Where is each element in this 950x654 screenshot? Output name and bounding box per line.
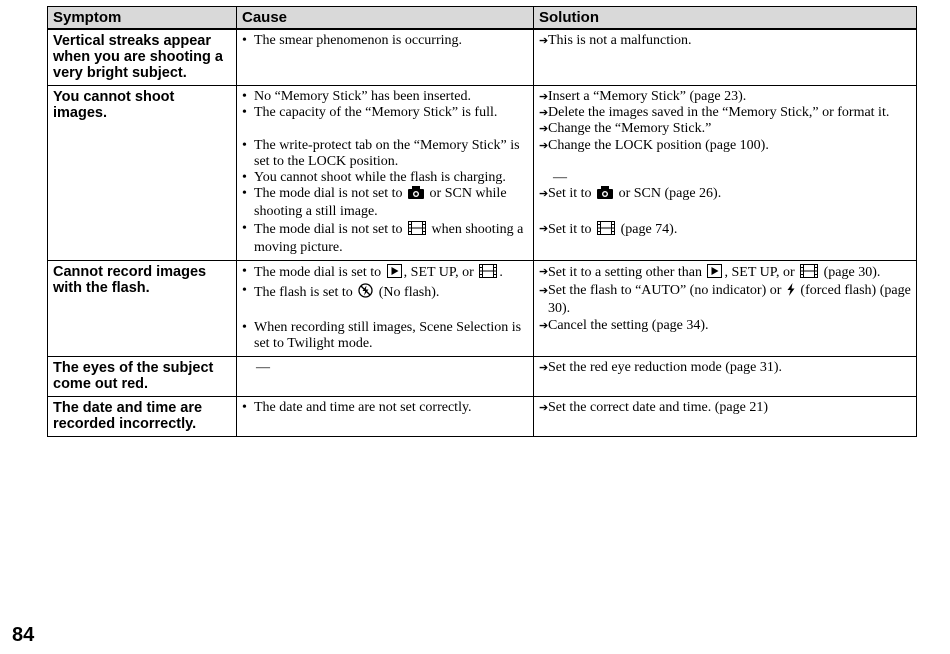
cause-cell — [237, 397, 534, 437]
film-icon — [408, 221, 426, 240]
symptom-cell — [48, 29, 237, 86]
cause-item: • When recording still images, Scene Selection is set to Twilight mode. — [242, 319, 522, 351]
symptom-cell — [48, 86, 237, 261]
table-header-row — [48, 7, 917, 30]
cause-item: • The date and time are not set correctly. — [242, 400, 472, 416]
arrow-icon: ➔ — [539, 402, 549, 415]
arrow-icon: ➔ — [539, 35, 549, 47]
table-row — [48, 357, 917, 397]
arrow-icon: ➔ — [539, 285, 549, 298]
table-row — [48, 86, 917, 261]
play-icon — [387, 264, 402, 283]
arrow-icon: ➔ — [539, 91, 549, 103]
cause-item: • You cannot shoot while the flash is charging. — [242, 170, 506, 185]
table-row — [48, 29, 917, 86]
solution-item: ➔ This is not a malfunction. — [539, 33, 692, 48]
arrow-icon: ➔ — [539, 222, 549, 235]
solution-cell — [534, 86, 917, 261]
cause-item: • The mode dial is set to , SET UP, or . — [242, 264, 528, 283]
solution-item: ➔ Set the correct date and time. (page 21) — [539, 400, 769, 416]
camera-icon — [408, 186, 424, 204]
flash-icon — [787, 283, 795, 301]
page-number: 84 — [12, 624, 35, 646]
header-cause: Cause — [237, 7, 534, 30]
solution-cell — [534, 357, 917, 397]
film-icon — [800, 264, 818, 283]
solution-item: ➔ Delete the images saved in the “Memory Stick,” or format it. — [539, 105, 890, 121]
solution-item: ➔ Set it to or SCN (page 26). — [539, 186, 911, 204]
symptom-text: The date and time are recorded incorrectly. — [53, 400, 203, 433]
cause-item: • No “Memory Stick” has been inserted. — [242, 89, 471, 104]
solution-cell — [534, 29, 917, 86]
solution-item: ➔ Set the red eye reduction mode (page 31). — [539, 360, 783, 376]
camera-icon — [597, 186, 613, 204]
cause-item: • The flash is set to (No flash). — [242, 283, 528, 303]
solution-item: — — [553, 170, 567, 185]
solution-item: ➔ Set it to a setting other than , SET UP, or (page 30). — [539, 264, 911, 283]
play-icon — [707, 264, 722, 283]
troubleshooting-table — [47, 6, 917, 437]
symptom-text: Cannot record images with the flash. — [53, 264, 207, 297]
film-icon — [597, 221, 615, 240]
cause-cell — [237, 357, 534, 397]
cause-item: • The capacity of the “Memory Stick” is full. — [242, 105, 498, 121]
arrow-icon: ➔ — [539, 188, 549, 201]
solution-item: ➔ Insert a “Memory Stick” (page 23). — [539, 89, 747, 104]
symptom-cell — [48, 357, 237, 397]
cause-item: • The smear phenomenon is occurring. — [242, 33, 462, 48]
header-solution: Solution — [534, 7, 917, 30]
cause-item: • The write-protect tab on the “Memory Stick” is set to the LOCK position. — [242, 137, 520, 169]
solution-item: ➔ Cancel the setting (page 34). — [539, 317, 709, 333]
no-flash-icon — [358, 283, 373, 303]
arrow-icon: ➔ — [539, 362, 549, 375]
solution-item: ➔ Change the LOCK position (page 100). — [539, 137, 769, 153]
symptom-cell — [48, 397, 237, 437]
cause-cell — [237, 261, 534, 357]
solution-item: ➔ Set the flash to “AUTO” (no indicator) or (forced flash) (page 30). — [539, 283, 911, 317]
table-row — [48, 397, 917, 437]
solution-item: ➔ Change the “Memory Stick.” — [539, 121, 712, 137]
cause-item: • The mode dial is not set to or SCN while shooting a still image. — [242, 186, 507, 220]
cause-cell — [237, 29, 534, 86]
arrow-icon: ➔ — [539, 266, 549, 279]
symptom-text: You cannot shoot images. — [53, 89, 175, 121]
arrow-icon: ➔ — [539, 319, 549, 332]
header-symptom: Symptom — [48, 7, 237, 30]
symptom-cell — [48, 261, 237, 357]
arrow-icon: ➔ — [539, 107, 549, 120]
arrow-icon: ➔ — [539, 123, 549, 136]
symptom-text: The eyes of the subject come out red. — [53, 360, 214, 393]
cause-item: • The mode dial is not set to when shooting a moving picture. — [242, 220, 524, 255]
film-icon — [479, 264, 497, 283]
cause-item: — — [256, 360, 270, 376]
solution-item: ➔ Set it to (page 74). — [539, 221, 911, 240]
solution-cell — [534, 397, 917, 437]
arrow-icon: ➔ — [539, 139, 549, 152]
table-row — [48, 261, 917, 357]
symptom-text: Vertical streaks appear when you are shooting a very bright subject. — [53, 33, 223, 81]
solution-cell — [534, 261, 917, 357]
cause-cell — [237, 86, 534, 261]
